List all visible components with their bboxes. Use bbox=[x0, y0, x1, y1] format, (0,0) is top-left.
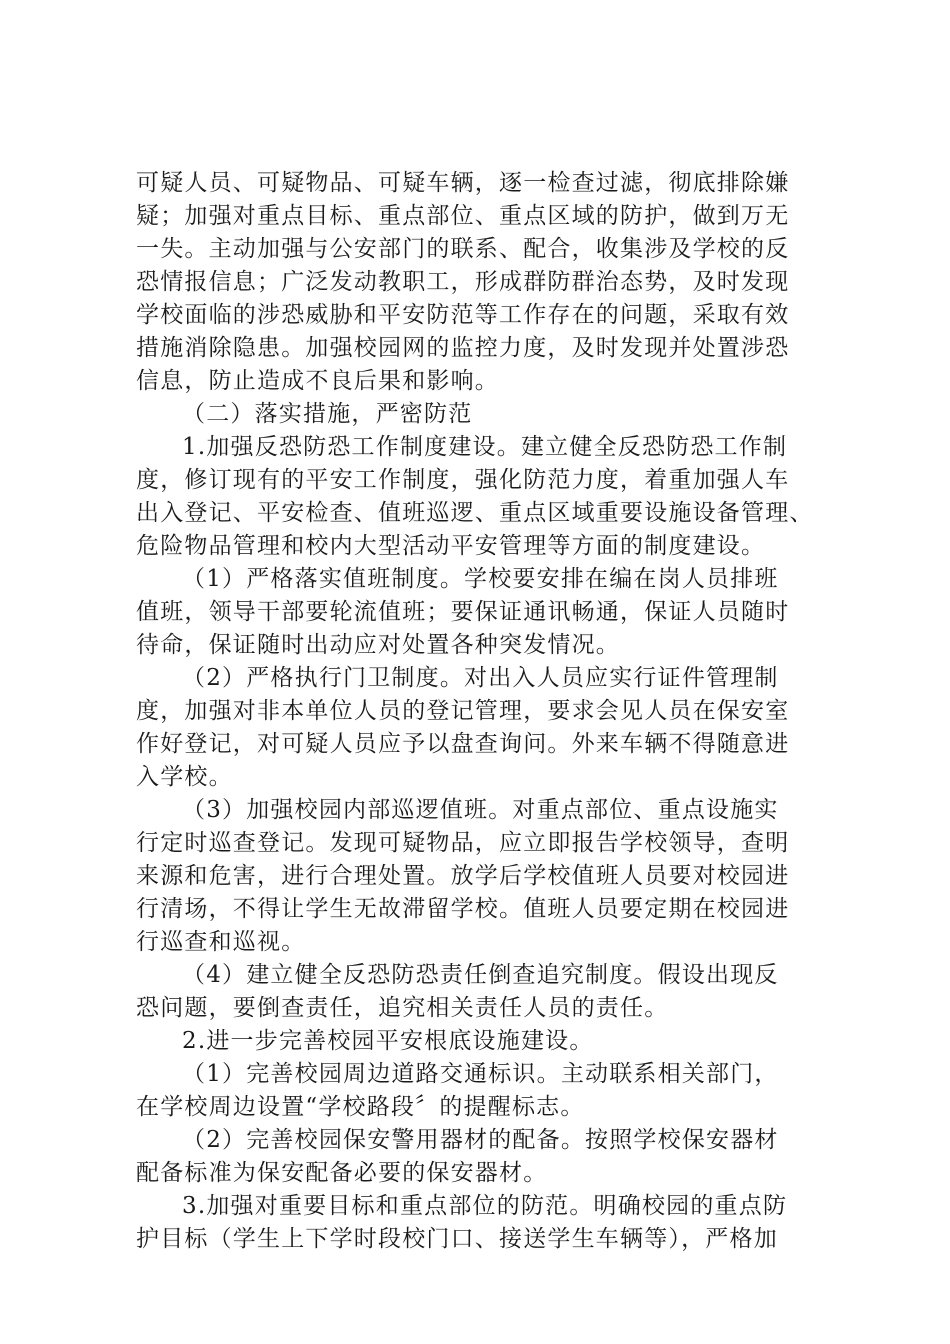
text-line: 出入登记、平安检查、值班巡逻、重点区域重要设施设备管理、 bbox=[136, 500, 814, 526]
text-line: 作好登记，对可疑人员应予以盘查询问。外来车辆不得随意进 bbox=[136, 731, 790, 757]
text-line: 3.加强对重要目标和重点部位的防范。明确校园的重点防 bbox=[182, 1193, 788, 1219]
text-line: 疑；加强对重点目标、重点部位、重点区域的防护，做到万无 bbox=[136, 203, 790, 229]
text-line: 恐情报信息；广泛发动教职工，形成群防群治态势，及时发现 bbox=[136, 269, 790, 295]
text-line: 行巡查和巡视。 bbox=[136, 929, 306, 955]
text-line: 值班，领导干部要轮流值班；要保证通讯畅通，保证人员随时 bbox=[136, 599, 790, 625]
text-line: （2）完善校园保安警用器材的配备。按照学校保安器材 bbox=[182, 1127, 779, 1153]
text-line: （4）建立健全反恐防恐责任倒查追究制度。假设出现反 bbox=[182, 962, 779, 988]
text-line: 入学校。 bbox=[136, 764, 233, 790]
text-line: 恐问题，要倒查责任，追究相关责任人员的责任。 bbox=[136, 995, 669, 1021]
text-line: （1）完善校园周边道路交通标识。主动联系相关部门， bbox=[182, 1061, 779, 1087]
text-line: 配备标准为保安配备必要的保安器材。 bbox=[136, 1160, 548, 1186]
text-line: 在学校周边设置“学校路段〞的提醒标志。 bbox=[136, 1094, 585, 1120]
text-line: 措施消除隐患。加强校园网的监控力度，及时发现并处置涉恐 bbox=[136, 335, 790, 361]
text-line: 学校面临的涉恐威胁和平安防范等工作存在的问题，采取有效 bbox=[136, 302, 790, 328]
text-line: （1）严格落实值班制度。学校要安排在编在岗人员排班 bbox=[182, 566, 779, 592]
text-line: （3）加强校园内部巡逻值班。对重点部位、重点设施实 bbox=[182, 797, 779, 823]
text-line: 危险物品管理和校内大型活动平安管理等方面的制度建设。 bbox=[136, 533, 766, 559]
text-line: 护目标（学生上下学时段校门口、接送学生车辆等），严格加 bbox=[136, 1226, 778, 1252]
text-line: 度，加强对非本单位人员的登记管理，要求会见人员在保安室 bbox=[136, 698, 790, 724]
section-heading: （二）落实措施，严密防范 bbox=[182, 401, 473, 427]
text-line: 1.加强反恐防恐工作制度建设。建立健全反恐防恐工作制 bbox=[182, 434, 788, 460]
text-line: 度，修订现有的平安工作制度，强化防范力度，着重加强人车 bbox=[136, 467, 790, 493]
text-line: 可疑人员、可疑物品、可疑车辆，逐一检查过滤，彻底排除嫌 bbox=[136, 170, 790, 196]
text-line: 待命，保证随时出动应对处置各种突发情况。 bbox=[136, 632, 620, 658]
text-line: 行定时巡查登记。发现可疑物品，应立即报告学校领导，查明 bbox=[136, 830, 790, 856]
text-line: 一失。主动加强与公安部门的联系、配合，收集涉及学校的反 bbox=[136, 236, 790, 262]
text-line: 行清场，不得让学生无故滞留学校。值班人员要定期在校园进 bbox=[136, 896, 790, 922]
text-line: 来源和危害，进行合理处置。放学后学校值班人员要对校园进 bbox=[136, 863, 790, 889]
text-line: 信息，防止造成不良后果和影响。 bbox=[136, 368, 499, 394]
text-line: （2）严格执行门卫制度。对出入人员应实行证件管理制 bbox=[182, 665, 779, 691]
text-line: 2.进一步完善校园平安根底设施建设。 bbox=[182, 1028, 594, 1054]
